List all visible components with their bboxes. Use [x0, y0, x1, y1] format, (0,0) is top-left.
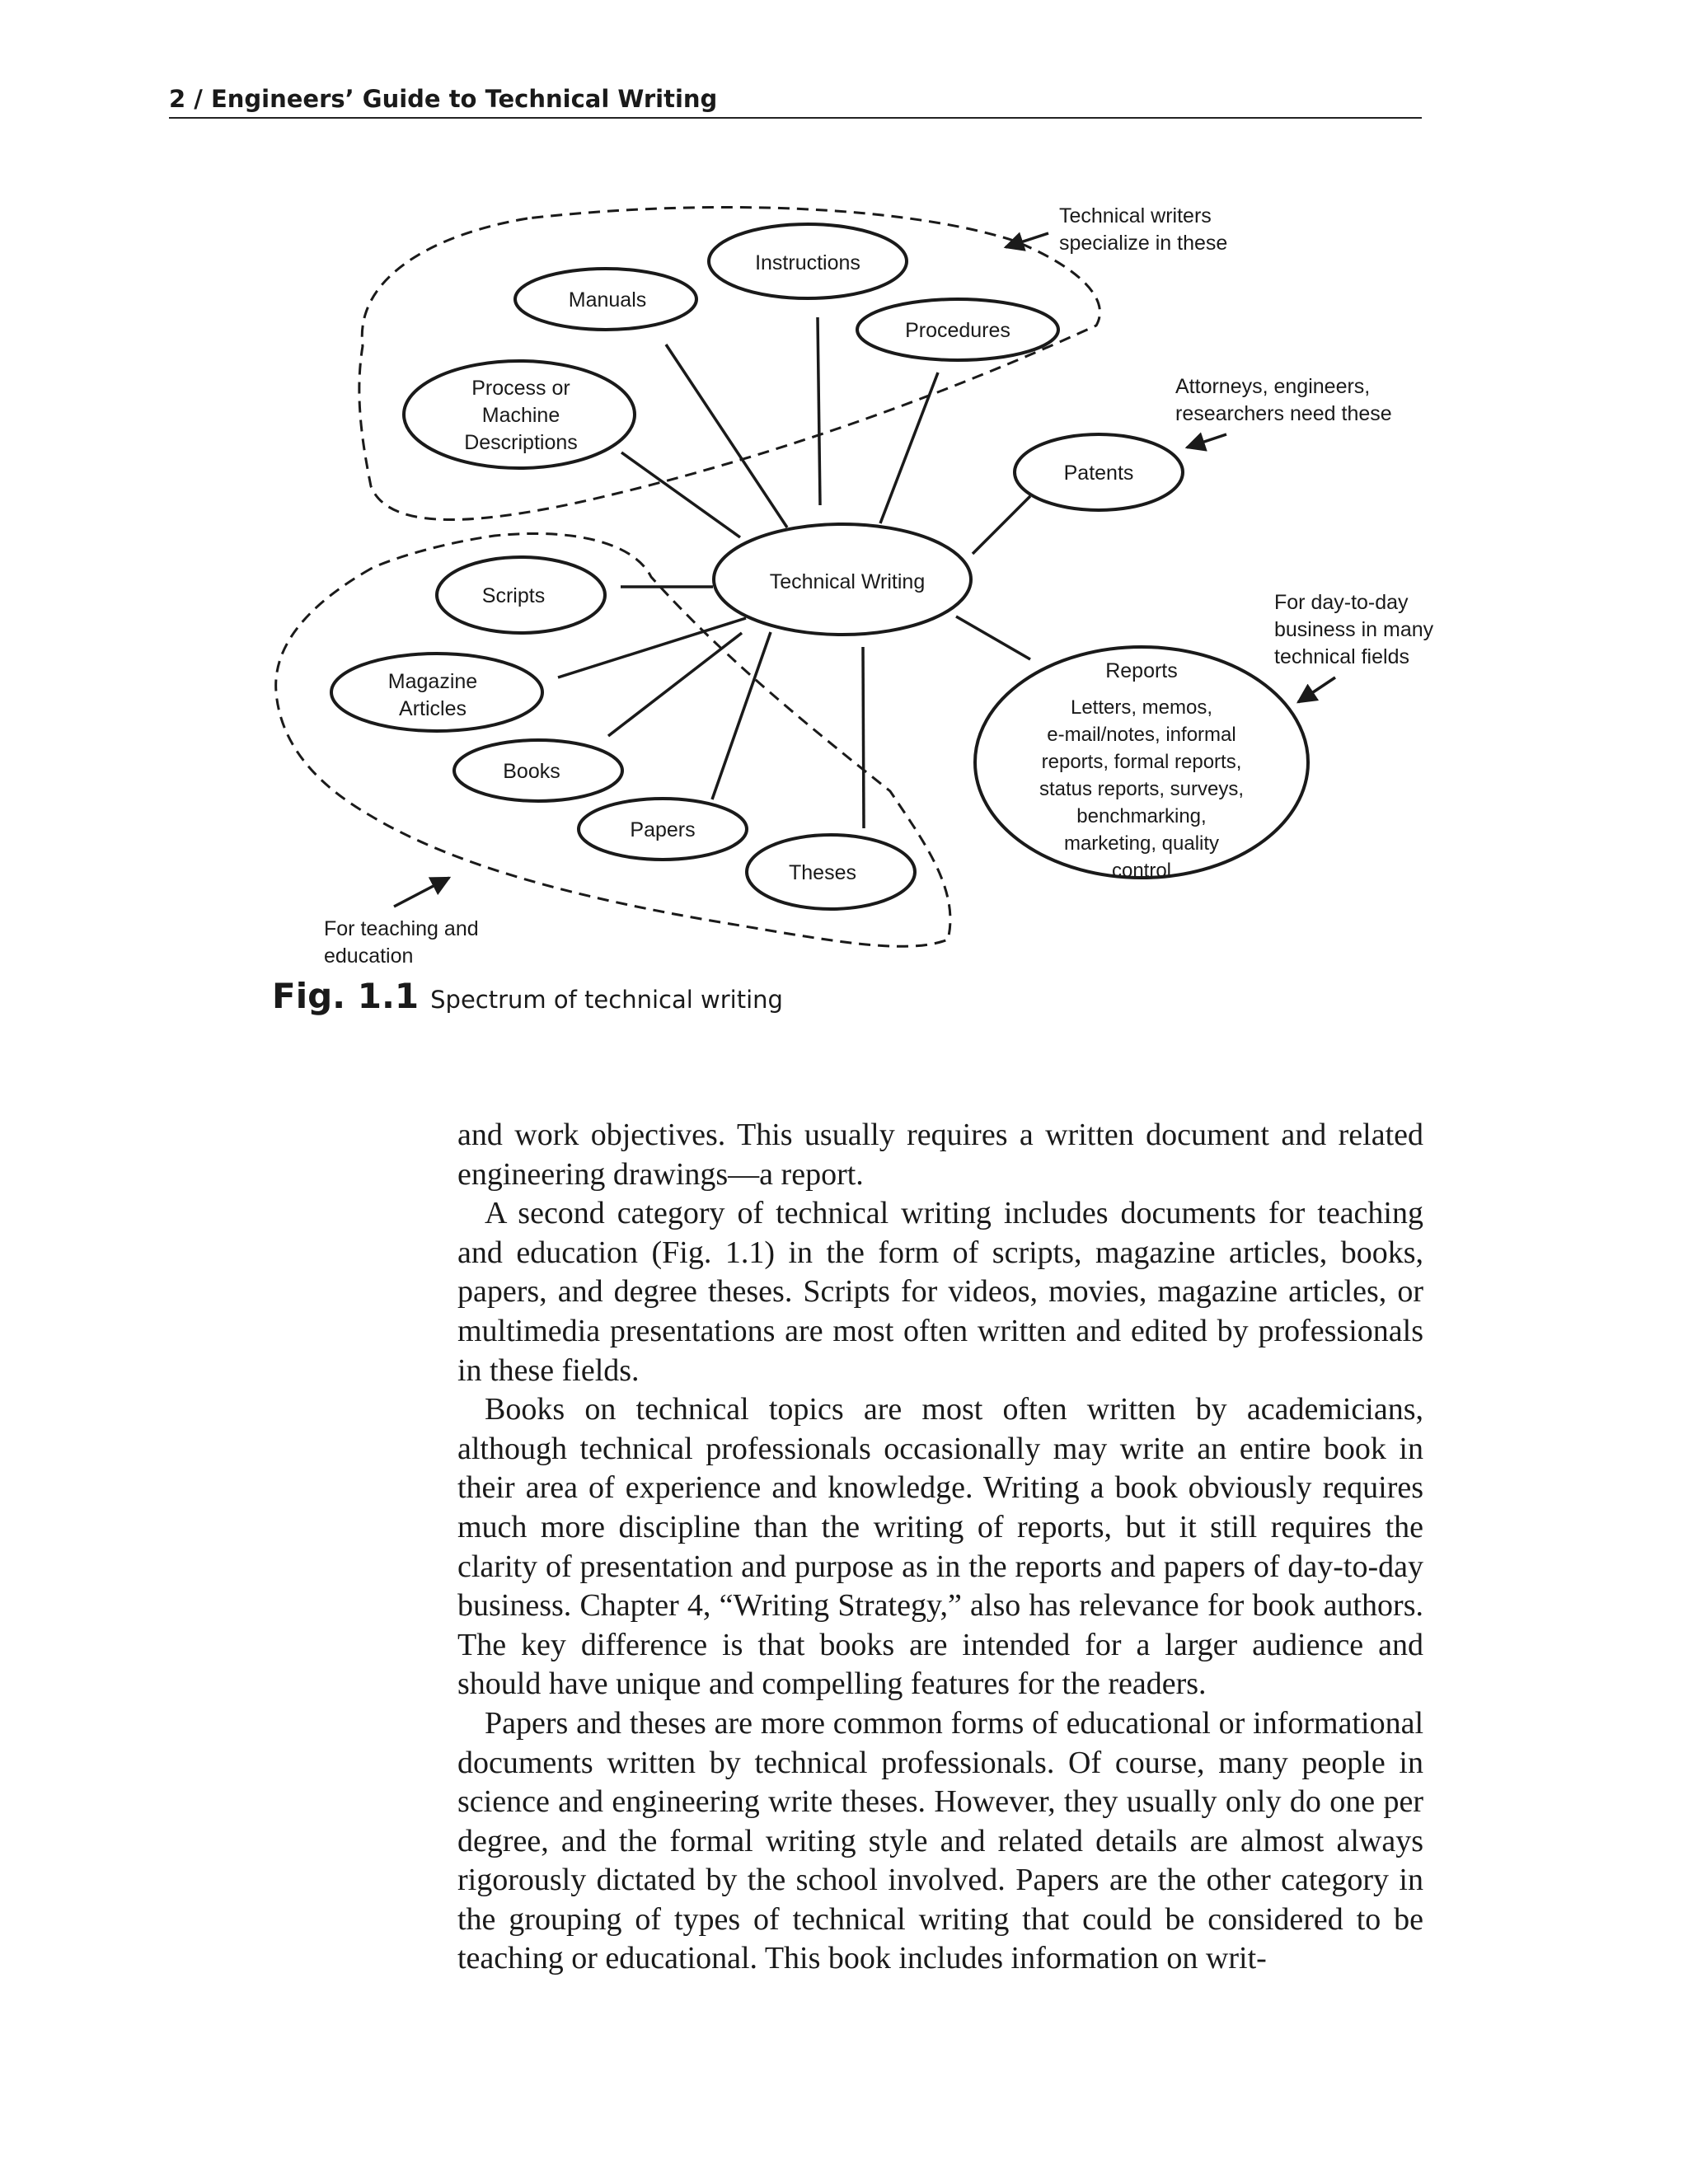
reports-detail-line: status reports, surveys, — [1039, 778, 1245, 800]
label-reports-title: Reports — [1105, 659, 1178, 682]
reports-detail-line: benchmarking, — [1076, 805, 1207, 827]
connector-magazine — [558, 618, 746, 677]
connector-instructions — [818, 317, 820, 505]
connector-books — [608, 633, 742, 736]
label-theses: Theses — [789, 861, 856, 884]
body-paragraph: Papers and theses are more common forms of educational or informational documents written by technical professionals. Of course, many people in science and engineering write theses. However, they usually only do one per degree, and the formal writing style and related details are almost always rigorously dictated by the school involved. Papers are the other category in the grouping of types of technical writing that could be considered to be teaching or educational. This book includes information on writ- — [457, 1705, 1423, 1976]
connector-procedures — [880, 373, 938, 523]
annotation-teaching-line1: For teaching and — [324, 917, 479, 940]
connector-papers — [712, 632, 771, 799]
running-header: 2 / Engineers’ Guide to Technical Writing — [169, 82, 1422, 119]
label-scripts: Scripts — [481, 584, 546, 607]
label-manuals: Manuals — [568, 288, 647, 312]
label-patents: Patents — [1063, 462, 1134, 485]
figure-spectrum-diagram — [0, 0, 1688, 1071]
figure-caption-text: Spectrum of technical writing — [430, 986, 783, 1014]
reports-detail-line: control — [1111, 860, 1172, 882]
arrow-day-to-day — [1298, 677, 1335, 702]
annotation-day-to-day-line2: business in many — [1274, 618, 1434, 641]
connector-patents — [973, 496, 1030, 554]
label-process-line1: Process or — [471, 377, 570, 400]
label-process-line3: Descriptions — [464, 431, 578, 454]
figure-caption — [272, 976, 783, 1016]
label-instructions: Instructions — [755, 251, 860, 274]
reports-detail-line: marketing, quality — [1063, 832, 1220, 855]
label-technical-writing: Technical Writing — [769, 570, 926, 593]
label-papers: Papers — [630, 818, 696, 841]
annotation-technical-writers-line2: specialize in these — [1059, 232, 1228, 255]
label-books: Books — [503, 760, 560, 783]
arrow-attorneys — [1187, 434, 1226, 448]
annotation-attorneys-line1: Attorneys, engineers, — [1175, 375, 1371, 398]
arrow-teaching — [394, 878, 449, 907]
annotation-day-to-day-line3: technical fields — [1274, 645, 1409, 668]
annotation-day-to-day-line1: For day-to-day — [1274, 591, 1409, 614]
connector-reports — [956, 616, 1030, 659]
body-text — [457, 1116, 1423, 1979]
reports-detail-line: Letters, memos, — [1070, 696, 1213, 719]
label-magazine-line2: Articles — [399, 697, 467, 720]
connector-theses — [863, 647, 864, 828]
label-procedures: Procedures — [905, 319, 1010, 342]
body-paragraph: A second category of technical writing includes documents for teaching and education (Fig. 1.1) in the form of scripts, magazine articles, books, papers, and degree theses. Scripts for videos, movies, magazine articles, or multimedia presentations are most often written and edited by professionals in these fields. — [457, 1196, 1423, 1388]
annotation-technical-writers-line1: Technical writers — [1059, 204, 1212, 227]
annotation-attorneys-line2: researchers need these — [1175, 402, 1392, 425]
label-magazine-line1: Magazine — [387, 670, 478, 693]
annotation-teaching-line2: education — [324, 944, 414, 968]
body-paragraph: and work objectives. This usually requires a written document and related engineering drawings—a report. — [457, 1118, 1423, 1192]
body-paragraph: Books on technical topics are most often written by academicians, although technical professionals occasionally may write an entire book in their area of experience and knowledge. Writing a book obviously requires much more discipline than the writing of reports, but it still requires the clarity of presentation and purpose as in the reports and papers of day-to-day business. Chapter 4, “Writing Strategy,” also has relevance for book authors. The key difference is that books are intended for a larger audience and should have unique and compelling features for the readers. — [457, 1392, 1423, 1702]
reports-detail — [1039, 696, 1244, 882]
connector-manuals — [666, 344, 787, 527]
figure-caption-number: Fig. 1.1 — [272, 976, 420, 1016]
label-process-line2: Machine — [481, 404, 560, 427]
reports-detail-line: e-mail/notes, informal — [1047, 724, 1236, 746]
reports-detail-line: reports, formal reports, — [1041, 751, 1242, 773]
